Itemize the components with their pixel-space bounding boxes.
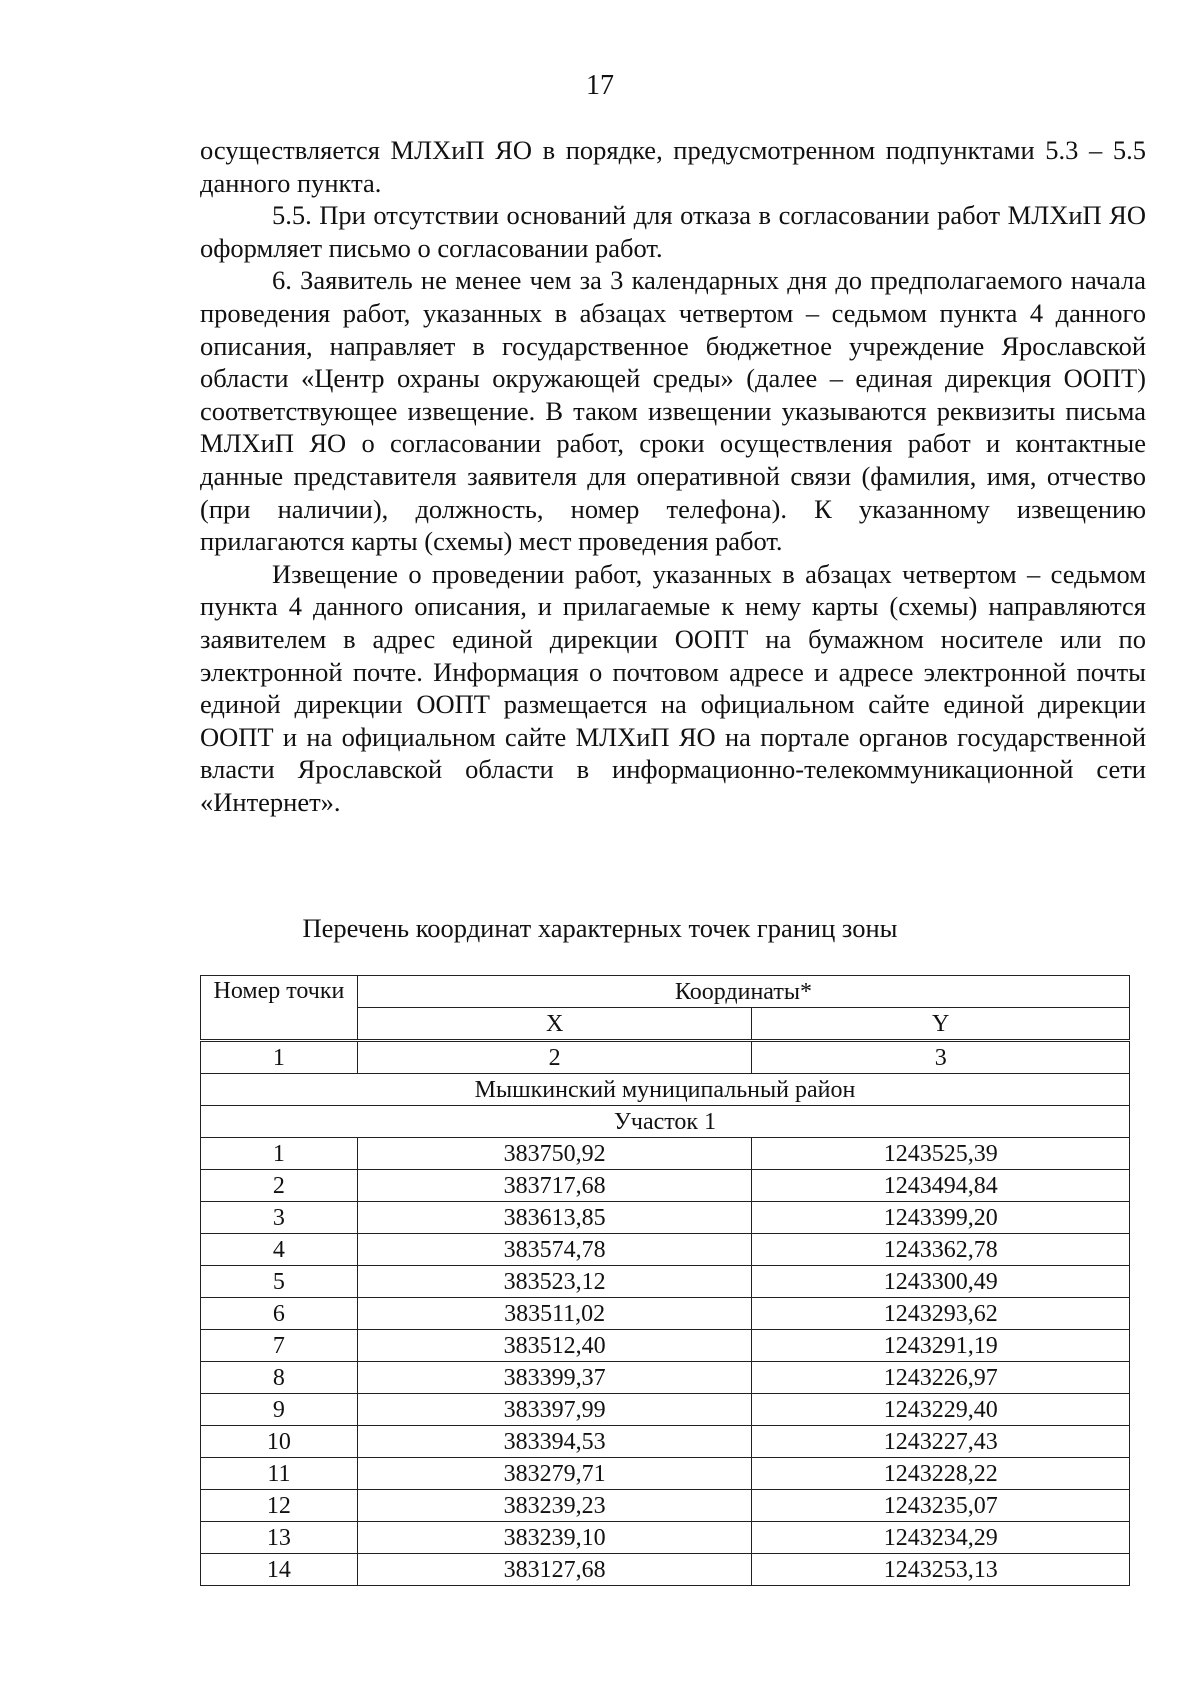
- table-row: [201, 1458, 1130, 1490]
- point-number-cell: 8: [201, 1362, 358, 1394]
- paragraph: 5.5. При отсутствии оснований для отказа в согласовании работ МЛХиП ЯО оформляет письмо о согласовании работ.: [200, 200, 1146, 263]
- point-number-cell: 5: [201, 1266, 358, 1298]
- y-coordinate-cell: 1243300,49: [752, 1266, 1130, 1298]
- x-coordinate-cell: 383717,68: [357, 1170, 752, 1202]
- column-number: 3: [752, 1041, 1130, 1074]
- point-number-cell: 10: [201, 1426, 358, 1458]
- table-row: [201, 1330, 1130, 1362]
- table-row: [201, 1202, 1130, 1234]
- x-coordinate-cell: 383523,12: [357, 1266, 752, 1298]
- body-text: [200, 134, 1146, 818]
- y-coordinate-cell: 1243362,78: [752, 1234, 1130, 1266]
- y-coordinate-cell: 1243229,40: [752, 1394, 1130, 1426]
- y-coordinate-cell: 1243293,62: [752, 1298, 1130, 1330]
- column-number: 2: [357, 1041, 752, 1074]
- section-name: Участок 1: [201, 1106, 1130, 1138]
- header-point-number: Номер точки: [201, 976, 358, 1041]
- y-coordinate-cell: 1243235,07: [752, 1490, 1130, 1522]
- section-row: [201, 1106, 1130, 1138]
- point-number-cell: 4: [201, 1234, 358, 1266]
- table-row: [201, 1234, 1130, 1266]
- x-coordinate-cell: 383394,53: [357, 1426, 752, 1458]
- page-number: 17: [586, 70, 614, 101]
- table-row: [201, 1362, 1130, 1394]
- table-row: [201, 1522, 1130, 1554]
- x-coordinate-cell: 383239,10: [357, 1522, 752, 1554]
- header-coordinates: Координаты*: [357, 976, 1129, 1008]
- x-coordinate-cell: 383127,68: [357, 1554, 752, 1586]
- point-number-cell: 7: [201, 1330, 358, 1362]
- x-coordinate-cell: 383613,85: [357, 1202, 752, 1234]
- point-number-cell: 14: [201, 1554, 358, 1586]
- y-coordinate-cell: 1243291,19: [752, 1330, 1130, 1362]
- point-number-cell: 2: [201, 1170, 358, 1202]
- point-number-cell: 13: [201, 1522, 358, 1554]
- table-row: [201, 1298, 1130, 1330]
- paragraph: осуществляется МЛХиП ЯО в порядке, предусмотренном подпунктами 5.3 – 5.5 данного пункта.: [200, 135, 1146, 198]
- point-number-cell: 6: [201, 1298, 358, 1330]
- x-coordinate-cell: 383750,92: [357, 1138, 752, 1170]
- x-coordinate-cell: 383239,23: [357, 1490, 752, 1522]
- table-row: [201, 1554, 1130, 1586]
- paragraph: 6. Заявитель не менее чем за 3 календарных дня до предполагаемого начала проведения работ, указанных в абзацах четвертом – седьмом пункта 4 данного описания, направляет в государственное бюджетное учреждение Ярославской области «Центр охраны окружающей среды» (далее – единая дирекция ООПТ) соответствующее извещение. В таком извещении указываются реквизиты письма МЛХиП ЯО о согласовании работ, сроки осуществления работ и контактные данные представителя заявителя для оперативной связи (фамилия, имя, отчество (при наличии), должность, номер телефона). К указанному извещению прилагаются карты (схемы) мест проведения работ.: [200, 265, 1146, 557]
- x-coordinate-cell: 383279,71: [357, 1458, 752, 1490]
- header-x: X: [357, 1008, 752, 1041]
- x-coordinate-cell: 383512,40: [357, 1330, 752, 1362]
- y-coordinate-cell: 1243253,13: [752, 1554, 1130, 1586]
- y-coordinate-cell: 1243525,39: [752, 1138, 1130, 1170]
- x-coordinate-cell: 383399,37: [357, 1362, 752, 1394]
- table-caption: Перечень координат характерных точек границ зоны: [302, 913, 898, 943]
- y-coordinate-cell: 1243227,43: [752, 1426, 1130, 1458]
- y-coordinate-cell: 1243228,22: [752, 1458, 1130, 1490]
- table-row: [201, 1394, 1130, 1426]
- table-row: [201, 1426, 1130, 1458]
- point-number-cell: 11: [201, 1458, 358, 1490]
- table-header-row: [201, 976, 1130, 1008]
- column-number: 1: [201, 1041, 358, 1074]
- x-coordinate-cell: 383574,78: [357, 1234, 752, 1266]
- table-row: [201, 1266, 1130, 1298]
- district-row: [201, 1074, 1130, 1106]
- point-number-cell: 12: [201, 1490, 358, 1522]
- district-name: Мышкинский муниципальный район: [201, 1074, 1130, 1106]
- x-coordinate-cell: 383511,02: [357, 1298, 752, 1330]
- y-coordinate-cell: 1243234,29: [752, 1522, 1130, 1554]
- x-coordinate-cell: 383397,99: [357, 1394, 752, 1426]
- y-coordinate-cell: 1243494,84: [752, 1170, 1130, 1202]
- point-number-cell: 1: [201, 1138, 358, 1170]
- table-row: [201, 1170, 1130, 1202]
- y-coordinate-cell: 1243226,97: [752, 1362, 1130, 1394]
- table-row: [201, 1490, 1130, 1522]
- coordinates-table: [200, 975, 1130, 1586]
- y-coordinate-cell: 1243399,20: [752, 1202, 1130, 1234]
- header-y: Y: [752, 1008, 1130, 1041]
- point-number-cell: 9: [201, 1394, 358, 1426]
- table-row: [201, 1138, 1130, 1170]
- column-number-row: [201, 1041, 1130, 1074]
- paragraph: Извещение о проведении работ, указанных в абзацах четвертом – седьмом пункта 4 данного описания, и прилагаемые к нему карты (схемы) направляются заявителем в адрес единой дирекции ООПТ на бумажном носителе или по электронной почте. Информация о почтовом адресе и адресе электронной почты единой дирекции ООПТ размещается на официальном сайте единой дирекции ООПТ и на официальном сайте МЛХиП ЯО на портале органов государственной власти Ярославской области в информационно-телекоммуникационной сети «Интернет».: [200, 558, 1146, 817]
- point-number-cell: 3: [201, 1202, 358, 1234]
